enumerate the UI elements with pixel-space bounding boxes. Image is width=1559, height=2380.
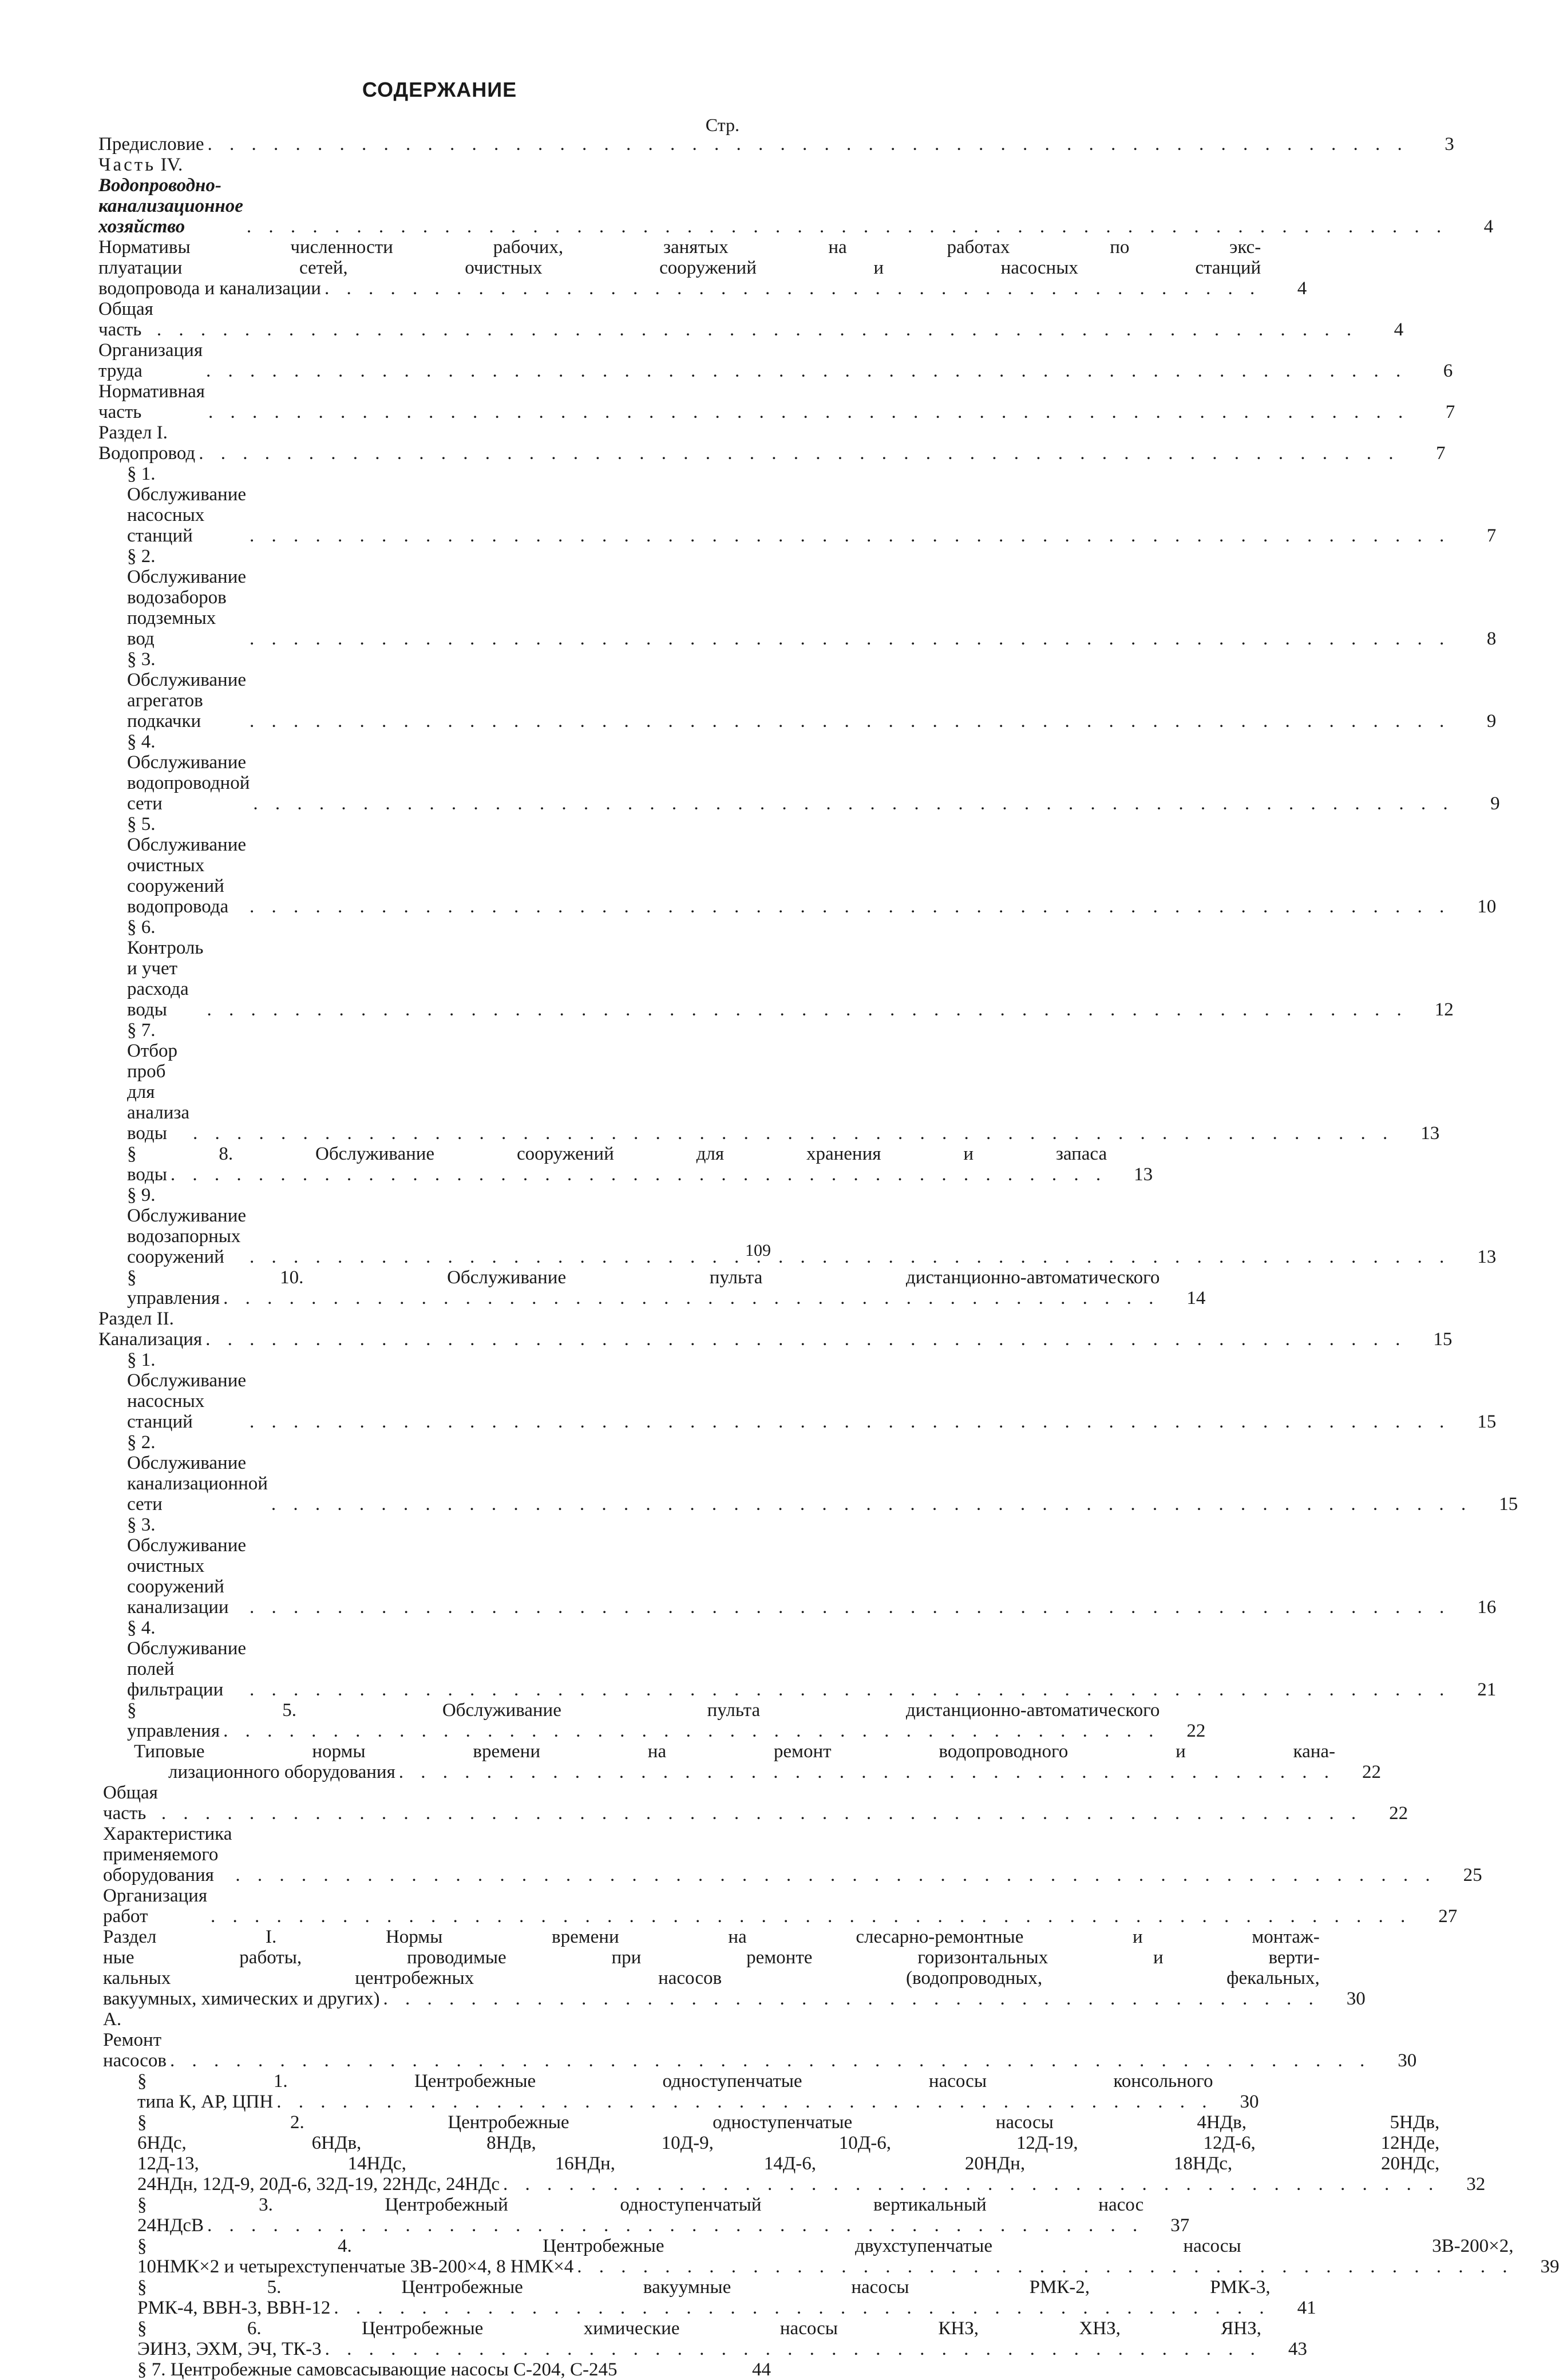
toc-entry-line: водопровода и канализации xyxy=(98,278,321,299)
toc-entry-line: плуатации сетей, очистных сооружений и насосных станций xyxy=(98,258,1261,278)
toc-entry[interactable] xyxy=(98,2071,1259,2112)
toc-entry-page: 37 xyxy=(1170,2215,1190,2236)
toc-entry-title: § 4. Обслуживание водопроводной сети xyxy=(127,732,250,814)
toc-entry-page: 9 xyxy=(1490,793,1500,814)
toc-entry[interactable] xyxy=(98,1782,1408,1824)
toc-entry[interactable] xyxy=(98,1267,1206,1308)
toc-entry-page: 15 xyxy=(1499,1494,1518,1515)
leader-dots xyxy=(223,1288,1160,1308)
toc-entry[interactable] xyxy=(98,381,1455,422)
toc-entry-page: 13 xyxy=(1134,1164,1153,1185)
toc-entry[interactable] xyxy=(98,1185,1497,1267)
toc-entry-title: § 6. Контроль и учет расхода воды xyxy=(127,917,204,1020)
leader-dots xyxy=(250,1412,1450,1432)
leader-dots xyxy=(334,2298,1270,2318)
toc-entry-title: Общая часть xyxy=(103,1782,158,1824)
toc-entry-page: 25 xyxy=(1463,1865,1482,1885)
toc-entry-title: Общая часть xyxy=(98,299,153,340)
toc-entry-title: Характеристика применяемого оборудования xyxy=(103,1824,232,1885)
toc-entry-title: Организация работ xyxy=(103,1885,208,1927)
toc-entry-page: 22 xyxy=(1362,1762,1382,1782)
toc-entry-title: § 5. Обслуживание очистных сооружений водопровода xyxy=(127,814,247,917)
leader-dots xyxy=(161,1803,1362,1824)
toc-entry-title: § 7. Центробежные самовсасывающие насосы С-204, С-245 xyxy=(137,2359,618,2380)
toc-entry-title: § 2. Обслуживание канализационной сети xyxy=(127,1432,268,1515)
toc-entry[interactable] xyxy=(98,2277,1316,2318)
toc-entry-title: Раздел II. Канализация xyxy=(98,1308,203,1350)
toc-entry[interactable] xyxy=(98,2359,771,2380)
toc-entry-page: 39 xyxy=(1540,2256,1559,2277)
leader-dots xyxy=(250,1597,1450,1618)
toc-entry-line: § 1. Центробежные одноступенчатые насосы консольного xyxy=(137,2071,1213,2092)
toc-entry[interactable] xyxy=(98,1618,1497,1700)
toc-entry-page: 4 xyxy=(1394,319,1404,340)
toc-entry[interactable] xyxy=(98,1432,1518,1515)
toc-entry-line: лизационного оборудования xyxy=(168,1762,395,1782)
toc-entry-page: 16 xyxy=(1477,1597,1497,1618)
page-title: СОДЕРЖАНИЕ xyxy=(362,78,517,101)
leader-dots xyxy=(199,443,1399,464)
toc-entry-title: § 7. Отбор проб для анализа воды xyxy=(127,1020,190,1144)
toc-entry-page: 6 xyxy=(1443,361,1453,381)
toc-entry[interactable] xyxy=(98,1020,1440,1144)
toc-entry-line: 12Д-13, 14НДс, 16НДн, 14Д-6, 20НДн, 18НДс, 20НДс, xyxy=(137,2153,1440,2174)
toc-entry[interactable] xyxy=(98,299,1404,340)
toc-entry-page: 4 xyxy=(1483,216,1494,237)
toc-entry[interactable] xyxy=(98,1515,1497,1618)
toc-entry[interactable] xyxy=(98,1741,1382,1782)
toc-entry-page: 27 xyxy=(1438,1906,1458,1927)
toc-entry-line: 24НДн, 12Д-9, 20Д-6, 32Д-19, 22НДс, 24НДс xyxy=(137,2174,500,2195)
toc-entry-page: 15 xyxy=(1433,1329,1453,1350)
toc-entry-page: 15 xyxy=(1477,1412,1497,1432)
toc-entry-page: 7 xyxy=(1445,402,1455,422)
toc-entry[interactable] xyxy=(98,1824,1482,1885)
leader-dots xyxy=(399,1762,1335,1782)
leader-dots xyxy=(223,1721,1160,1741)
toc-entry-line: воды xyxy=(127,1164,167,1185)
leader-dots xyxy=(577,2256,1513,2277)
toc-entry-line: Нормативы численности рабочих, занятых на работах по экс- xyxy=(98,237,1261,258)
toc-entry-page: 7 xyxy=(1486,525,1497,546)
toc-entry-page: 30 xyxy=(1346,1988,1366,2009)
leader-dots xyxy=(253,793,1454,814)
leader-dots xyxy=(157,319,1358,340)
toc-entry[interactable] xyxy=(98,1885,1458,1927)
toc-entry-line: 24НДсВ xyxy=(137,2215,204,2236)
leader-dots xyxy=(250,896,1450,917)
toc-entry-page: 10 xyxy=(1477,896,1497,917)
toc-entry-title: § 1. Обслуживание насосных станций xyxy=(127,464,247,546)
leader-dots xyxy=(250,711,1450,732)
toc-entry-page: 30 xyxy=(1240,2092,1259,2112)
toc-entry-page: 3 xyxy=(1445,134,1454,155)
toc-entry[interactable] xyxy=(98,1350,1497,1432)
leader-dots xyxy=(205,1329,1406,1350)
leader-dots xyxy=(247,216,1447,237)
toc-entry-line: Раздел I. Нормы времени на слесарно-ремонтные и монтаж- xyxy=(103,1927,1320,1947)
table-of-contents xyxy=(98,134,1559,2380)
toc-entry-title: § 3. Обслуживание агрегатов подкачки xyxy=(127,649,247,732)
leader-dots xyxy=(206,361,1407,381)
toc-entry-page: 32 xyxy=(1466,2174,1486,2195)
toc-entry-title: § 3. Обслуживание очистных сооружений канализации xyxy=(127,1515,247,1618)
toc-entry[interactable] xyxy=(98,2112,1486,2195)
toc-entry[interactable] xyxy=(98,1927,1366,2009)
toc-entry-page: 43 xyxy=(1288,2339,1307,2359)
toc-entry-title: А. Ремонт насосов xyxy=(103,2009,167,2071)
leader-dots xyxy=(235,1865,1436,1885)
toc-entry-title: Нормативная часть xyxy=(98,381,205,422)
leader-dots xyxy=(207,2215,1143,2236)
leader-dots xyxy=(211,1906,1411,1927)
toc-entry-line: § 6. Центробежные химические насосы КНЗ, ХНЗ, ЯНЗ, xyxy=(137,2318,1261,2339)
page-column-header: Стр. xyxy=(705,114,739,135)
toc-entry[interactable] xyxy=(98,2009,1417,2071)
toc-entry[interactable] xyxy=(98,340,1453,381)
leader-dots xyxy=(208,134,1408,155)
toc-entry[interactable] xyxy=(98,422,1446,464)
toc-entry-page: 22 xyxy=(1389,1803,1408,1824)
toc-entry[interactable] xyxy=(98,814,1497,917)
toc-entry-page: 44 xyxy=(752,2359,771,2380)
toc-entry[interactable] xyxy=(98,464,1497,546)
toc-entry[interactable] xyxy=(98,2318,1307,2359)
leader-dots xyxy=(276,2092,1213,2112)
toc-entry-line: § 5. Обслуживание пульта дистанционно-автоматического xyxy=(127,1700,1160,1721)
toc-entry-line: § 3. Центробежный одноступенчатый вертикальный насос xyxy=(137,2195,1144,2215)
toc-entry-page: 8 xyxy=(1486,628,1497,649)
leader-dots xyxy=(170,2050,1371,2071)
leader-dots xyxy=(271,1494,1472,1515)
toc-entry-line: § 2. Центробежные одноступенчатые насосы 4НДв, 5НДв, xyxy=(137,2112,1440,2133)
toc-entry-line: управления xyxy=(127,1288,220,1308)
leader-dots xyxy=(325,2339,1261,2359)
page-number: 109 xyxy=(745,1241,771,1260)
toc-entry[interactable] xyxy=(98,2236,1559,2277)
toc-entry-page: 21 xyxy=(1477,1679,1497,1700)
toc-entry-page: 9 xyxy=(1486,711,1497,732)
toc-entry[interactable] xyxy=(98,237,1307,299)
toc-entry-page: 41 xyxy=(1297,2298,1316,2318)
leader-dots xyxy=(250,628,1450,649)
toc-entry-line: § 4. Центробежные двухступенчатые насосы 3В-200×2, xyxy=(137,2236,1514,2256)
toc-entry-title: § 4. Обслуживание полей фильтрации xyxy=(127,1618,247,1700)
toc-entry-title: Организация труда xyxy=(98,340,203,381)
leader-dots xyxy=(171,1164,1107,1185)
toc-entry-line: ные работы, проводимые при ремонте горизонтальных и верти- xyxy=(103,1947,1320,1968)
leader-dots xyxy=(383,1988,1319,2009)
toc-entry-page: 14 xyxy=(1186,1288,1206,1308)
leader-dots xyxy=(207,999,1407,1020)
leader-dots xyxy=(250,1679,1450,1700)
toc-entry-line: ЭИНЗ, ЭХМ, ЭЧ, ТК-3 xyxy=(137,2339,322,2359)
toc-entry-page: 13 xyxy=(1477,1247,1497,1267)
toc-entry[interactable] xyxy=(98,1308,1453,1350)
toc-entry[interactable] xyxy=(98,546,1497,649)
toc-entry-line: РМК-4, ВВН-3, ВВН-12 xyxy=(137,2298,331,2318)
toc-entry-page: 12 xyxy=(1434,999,1454,1020)
toc-entry-line: типа К, АР, ЦПН xyxy=(137,2092,274,2112)
toc-entry-line: вакуумных, химических и других) xyxy=(103,1988,380,2009)
toc-entry-page: 7 xyxy=(1435,443,1446,464)
leader-dots xyxy=(503,2174,1439,2195)
toc-entry-title: § 1. Обслуживание насосных станций xyxy=(127,1350,247,1432)
toc-entry[interactable] xyxy=(98,134,1454,155)
toc-entry[interactable] xyxy=(98,2195,1190,2236)
toc-entry[interactable] xyxy=(98,1700,1206,1741)
toc-entry[interactable] xyxy=(98,1144,1153,1185)
leader-dots xyxy=(250,1247,1450,1267)
toc-entry-page: 22 xyxy=(1186,1721,1206,1741)
toc-entry-page: 13 xyxy=(1420,1123,1440,1144)
toc-entry-line: § 8. Обслуживание сооружений для хранения и запаса xyxy=(127,1144,1107,1164)
toc-entry[interactable] xyxy=(98,917,1454,1020)
toc-entry-line: § 10. Обслуживание пульта дистанционно-автоматического xyxy=(127,1267,1160,1288)
leader-dots xyxy=(250,525,1450,546)
toc-entry-line: 10НМК×2 и четырехступенчатые 3В-200×4, 8 НМК×4 xyxy=(137,2256,574,2277)
toc-entry-title: Раздел I. Водопровод xyxy=(98,422,196,464)
toc-entry-page: 30 xyxy=(1398,2050,1417,2071)
toc-entry[interactable] xyxy=(98,155,1494,237)
toc-entry-line: управления xyxy=(127,1721,220,1741)
toc-entry[interactable] xyxy=(98,649,1497,732)
toc-entry-title: Предисловие xyxy=(98,134,204,155)
leader-dots xyxy=(325,278,1261,299)
toc-entry-line: 6НДс, 6НДв, 8НДв, 10Д-9, 10Д-6, 12Д-19, 12Д-6, 12НДе, xyxy=(137,2133,1440,2153)
toc-entry-page: 4 xyxy=(1297,278,1307,299)
toc-entry-title: § 2. Обслуживание водозаборов подземных вод xyxy=(127,546,247,649)
toc-entry-title: Часть IV. Водопроводно-канализационное хозяйство xyxy=(98,155,243,237)
toc-entry-line: Типовые нормы времени на ремонт водопроводного и кана- xyxy=(134,1741,1336,1762)
leader-dots xyxy=(193,1123,1394,1144)
toc-entry-title: § 9. Обслуживание водозапорных сооружений xyxy=(127,1185,247,1267)
toc-entry-line: § 5. Центробежные вакуумные насосы РМК-2, РМК-3, xyxy=(137,2277,1271,2298)
toc-entry-line: кальных центробежных насосов (водопроводных, фекальных, xyxy=(103,1968,1320,1988)
toc-entry[interactable] xyxy=(98,732,1500,814)
leader-dots xyxy=(208,402,1409,422)
